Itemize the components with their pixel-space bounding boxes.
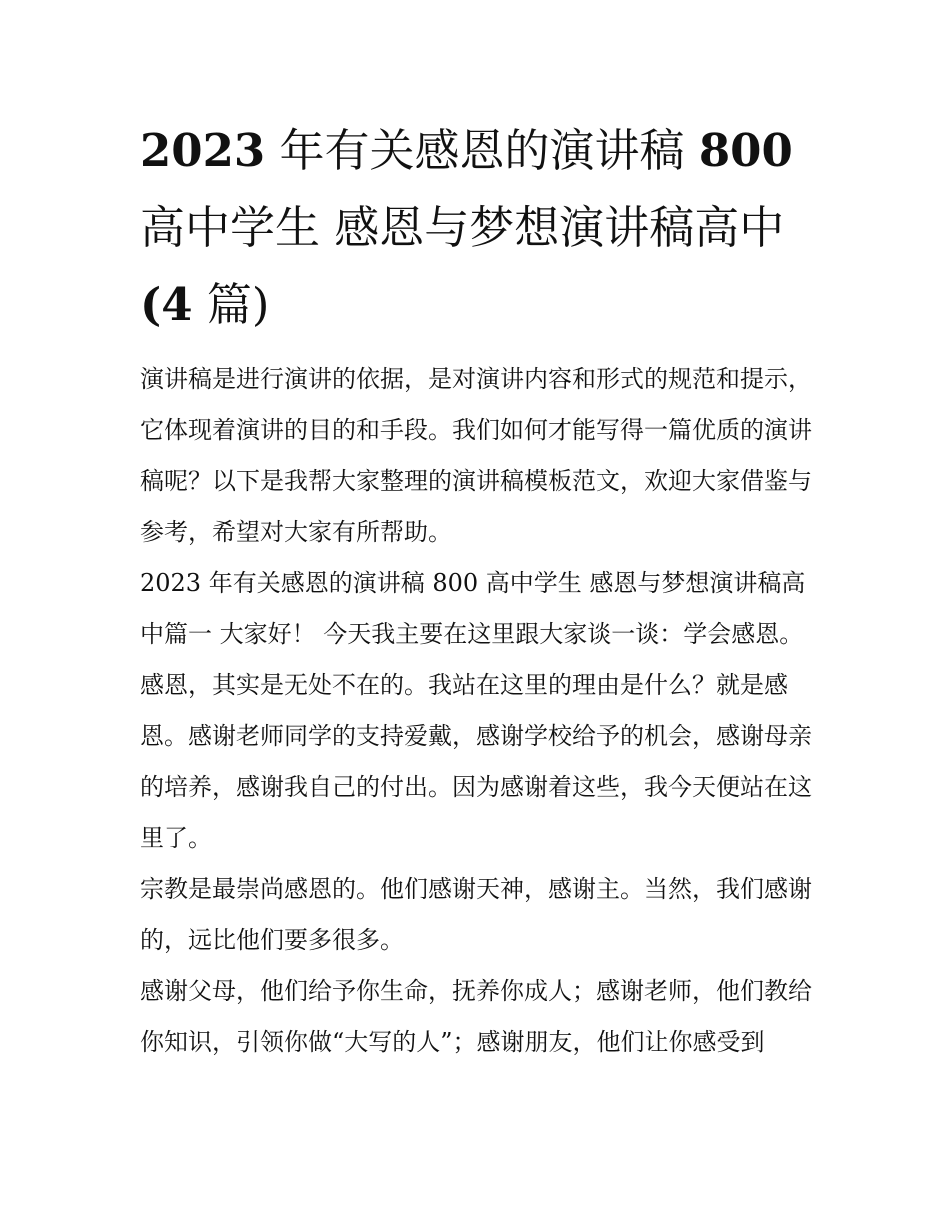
title-text-1: 年有关感恩的演讲稿 [265, 124, 699, 177]
title-text-2: 高中学生 感恩与梦想演讲稿高中 [140, 201, 785, 254]
title-count: (4 [140, 278, 193, 331]
intro-paragraph: 演讲稿是进行演讲的依据，是对演讲内容和形式的规范和提示，它体现着演讲的目的和手段。我们如何才能写得一篇优质的演讲稿呢？以下是我帮大家整理的演讲稿模板范文，欢迎大家借鉴与参考，希望对大家有所帮助。 [140, 365, 812, 546]
document-title [140, 112, 820, 343]
title-number: 800 [698, 124, 793, 177]
section-heading-paragraph: 2023 年有关感恩的演讲稿 800 高中学生 感恩与梦想演讲稿高中篇一 大家好！ 今天我主要在这里跟大家谈一谈：学会感恩。 [140, 569, 806, 648]
body-paragraph-2: 宗教是最崇尚感恩的。他们感谢天神，感谢主。当然，我们感谢的，远比他们要多很多。 [140, 875, 812, 954]
title-text-3: 篇) [192, 278, 270, 331]
body-paragraph-1: 感恩，其实是无处不在的。我站在这里的理由是什么？就是感恩。感谢老师同学的支持爱戴，感谢学校给予的机会，感谢母亲的培养，感谢我自己的付出。因为感谢着这些，我今天便站在这里了。 [140, 671, 812, 852]
document-body [140, 354, 820, 1068]
title-year: 2023 [140, 124, 266, 177]
body-paragraph-3: 感谢父母，他们给予你生命，抚养你成人；感谢老师，他们教给你知识，引领你做“大写的人”；感谢朋友，他们让你感受到 [140, 977, 812, 1056]
